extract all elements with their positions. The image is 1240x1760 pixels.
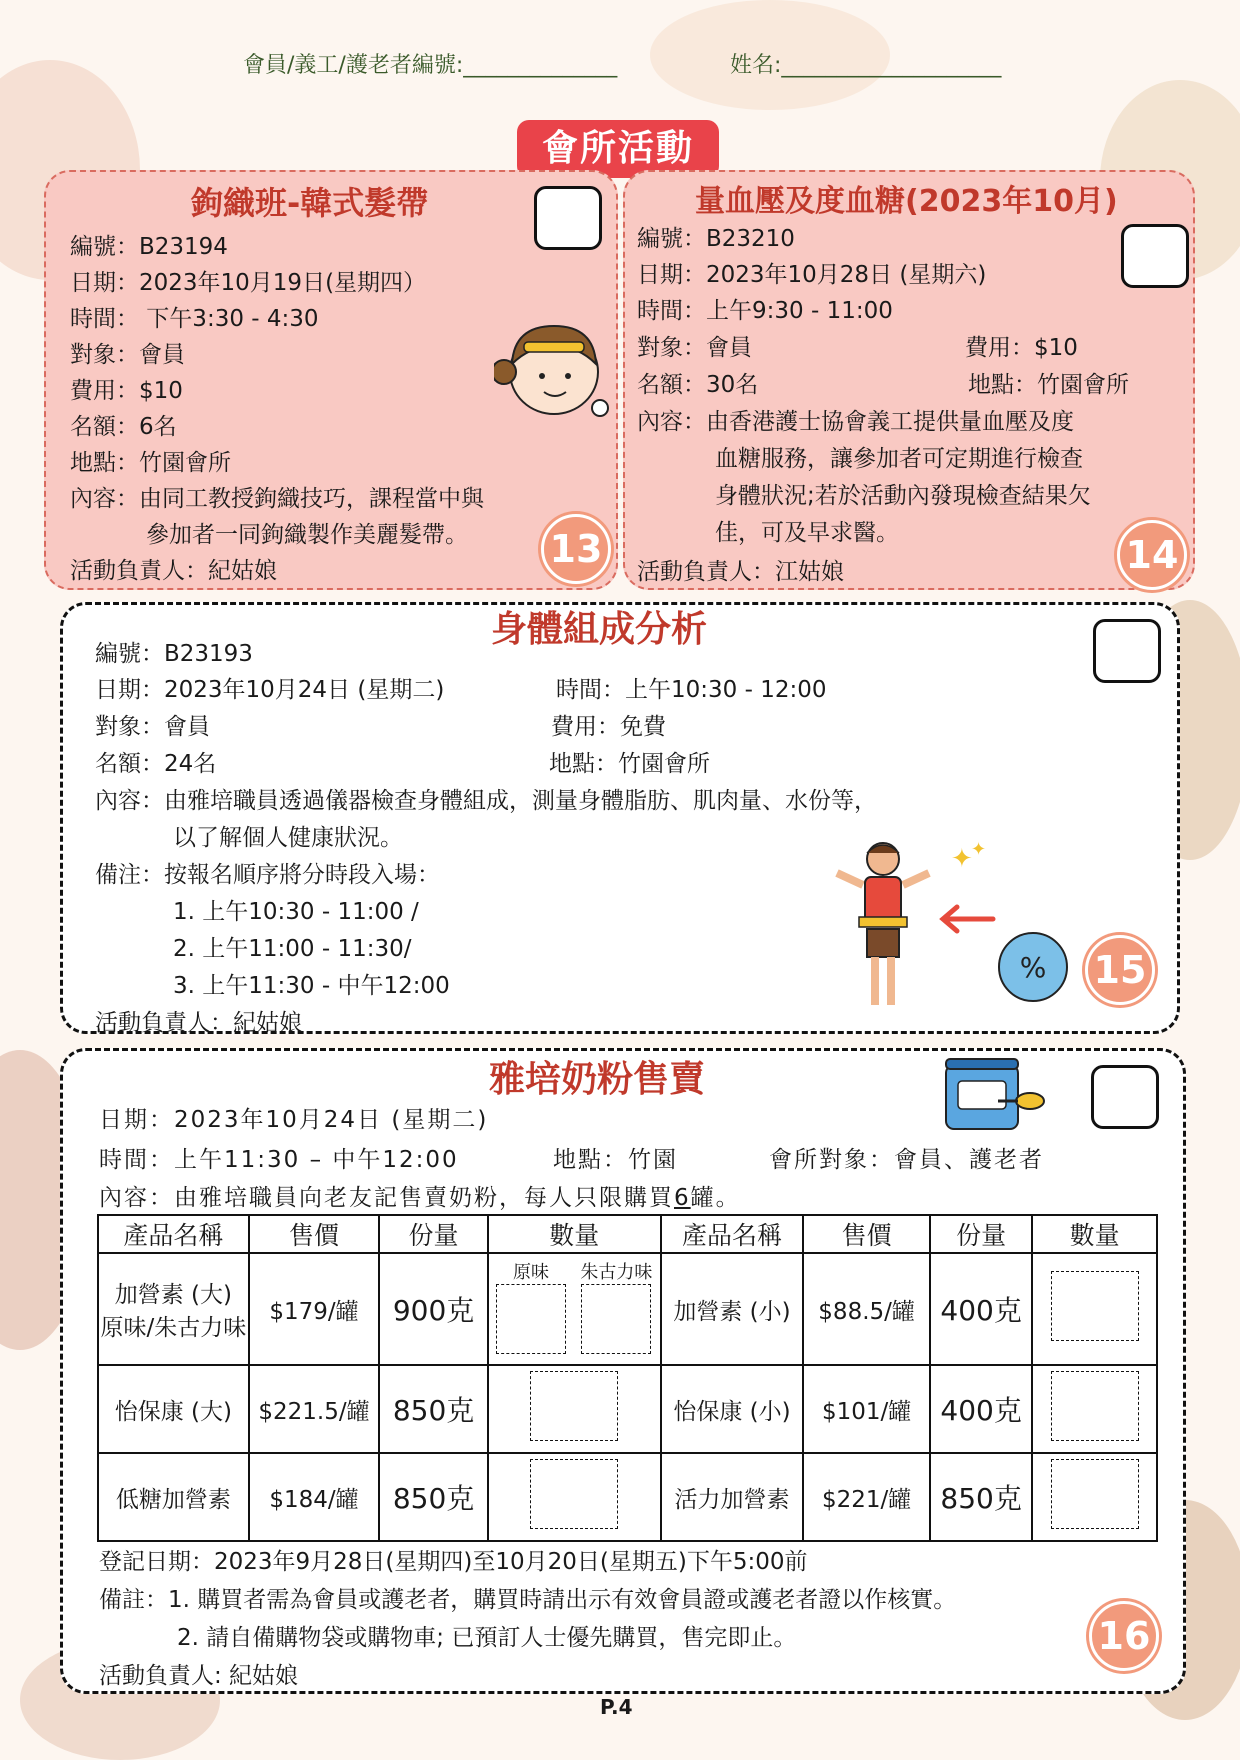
percent-icon: % xyxy=(1019,951,1047,984)
quantity-input-chocolate[interactable] xyxy=(581,1284,651,1354)
venue: 地點：竹園 xyxy=(553,1147,678,1173)
content-cont: 佳，可及早求醫。 xyxy=(715,520,899,546)
quantity-cell xyxy=(488,1253,661,1365)
quota: 名額：30名 xyxy=(637,372,759,398)
product-price: $184/罐 xyxy=(249,1453,380,1541)
person-in-charge: 活動負責人: 紀姑娘 xyxy=(99,1663,299,1689)
product-size: 400克 xyxy=(930,1365,1032,1453)
quota: 名額：6名 xyxy=(70,414,177,440)
activity-number-badge: 13 xyxy=(541,514,611,584)
session-1: 1. 上午10:30 - 11:00 / xyxy=(173,899,419,925)
code: 編號：B23193 xyxy=(95,641,253,667)
column-header: 售價 xyxy=(803,1215,930,1253)
fee: 費用：$10 xyxy=(70,378,183,404)
product-size: 400克 xyxy=(930,1253,1032,1365)
flavor-label: 朱古力味 xyxy=(580,1262,653,1283)
product-name: 怡保康 (大) xyxy=(98,1365,249,1453)
quantity-cell xyxy=(1032,1253,1157,1365)
milk-powder-can-icon xyxy=(938,1057,1058,1137)
venue: 地點：竹園會所 xyxy=(968,372,1129,398)
register-date: 登記日期：2023年9月28日(星期四)至10月20日(星期五)下午5:00前 xyxy=(99,1549,808,1575)
content-cont: 以了解個人健康狀況。 xyxy=(173,825,403,851)
fee: 費用：$10 xyxy=(965,335,1078,361)
person-in-charge: 活動負責人：紀姑娘 xyxy=(70,558,277,584)
note-2: 2. 請自備購物袋或購物車; 已預訂人士優先購買，售完即止。 xyxy=(177,1625,797,1651)
body-measurement-illustration xyxy=(833,837,1073,1017)
column-header: 份量 xyxy=(379,1215,488,1253)
page-number: P.4 xyxy=(600,1695,633,1719)
table-row xyxy=(98,1253,1157,1365)
product-name: 低糖加營素 xyxy=(98,1453,249,1541)
code: 編號：B23194 xyxy=(70,234,228,260)
table-row xyxy=(98,1453,1157,1541)
quantity-input[interactable] xyxy=(1051,1459,1139,1529)
date: 日期：2023年10月28日 (星期六) xyxy=(637,262,987,288)
quantity-cell xyxy=(488,1453,661,1541)
column-header: 數量 xyxy=(488,1215,661,1253)
card-title: 鉤織班-韓式髮帶 xyxy=(191,184,429,222)
activity-number-badge: 15 xyxy=(1085,935,1155,1005)
column-header: 產品名稱 xyxy=(661,1215,804,1253)
member-number-field[interactable]: 會員/義工/護老者編號:______________ xyxy=(243,53,618,78)
remark: 備注：按報名順序將分時段入場： xyxy=(95,862,440,888)
target: 對象：會員 xyxy=(70,342,185,368)
content: 內容：由雅培職員透過儀器檢查身體組成，測量身體脂肪、肌肉量、水份等， xyxy=(95,788,877,814)
session-3: 3. 上午11:30 - 中午12:00 xyxy=(173,973,450,999)
content: 內容：由同工教授鉤織技巧，課程當中與 xyxy=(70,486,484,512)
product-size: 850克 xyxy=(379,1453,488,1541)
section-title: 會所活動 xyxy=(517,120,719,178)
svg-text:✦: ✦ xyxy=(951,844,973,874)
target: 會所對象：會員、護老者 xyxy=(769,1147,1044,1173)
content-cont: 血糖服務，讓參加者可定期進行檢查 xyxy=(715,446,1083,472)
session-2: 2. 上午11:00 - 11:30/ xyxy=(173,936,412,962)
register-checkbox[interactable] xyxy=(534,186,602,250)
product-price: $88.5/罐 xyxy=(803,1253,930,1365)
quota: 名額：24名 xyxy=(95,751,217,777)
column-header: 份量 xyxy=(930,1215,1032,1253)
activity-card-13 xyxy=(44,170,618,590)
product-price: $221.5/罐 xyxy=(249,1365,380,1453)
quantity-input[interactable] xyxy=(1051,1371,1139,1441)
time: 時間： 下午3:30 - 4:30 xyxy=(70,306,319,332)
quantity-input-original[interactable] xyxy=(496,1284,566,1354)
product-size: 900克 xyxy=(379,1253,488,1365)
person-in-charge: 活動負責人：紀姑娘 xyxy=(95,1010,302,1036)
card-title: 雅培奶粉售賣 xyxy=(489,1059,706,1100)
fee: 費用：免費 xyxy=(551,714,666,740)
target: 對象：會員 xyxy=(637,335,752,361)
product-price: $101/罐 xyxy=(803,1365,930,1453)
activity-number-badge: 16 xyxy=(1089,1601,1159,1671)
activity-number-badge: 14 xyxy=(1117,520,1187,590)
svg-text:✦: ✦ xyxy=(971,839,987,860)
product-price: $179/罐 xyxy=(249,1253,380,1365)
column-header: 產品名稱 xyxy=(98,1215,249,1253)
venue: 地點：竹園會所 xyxy=(70,450,231,476)
flavor-label: 原味 xyxy=(513,1262,550,1283)
product-name: 加營素 (小) xyxy=(661,1253,804,1365)
register-checkbox[interactable] xyxy=(1093,619,1161,683)
table-row xyxy=(98,1365,1157,1453)
column-header: 售價 xyxy=(249,1215,380,1253)
content-suffix: 罐。 xyxy=(690,1185,741,1211)
activity-card-15 xyxy=(60,602,1180,1034)
quantity-cell xyxy=(488,1365,661,1453)
target: 對象：會員 xyxy=(95,714,210,740)
date: 日期：2023年10月24日 (星期二) xyxy=(95,677,445,703)
register-checkbox[interactable] xyxy=(1091,1065,1159,1129)
person-in-charge: 活動負責人：江姑娘 xyxy=(637,559,844,585)
product-size: 850克 xyxy=(930,1453,1032,1541)
note-1: 備註：1. 購買者需為會員或護老者，購買時請出示有效會員證或護老者證以作核實。 xyxy=(99,1587,957,1613)
name-field[interactable]: 姓名:____________________ xyxy=(730,53,1002,78)
product-name: 怡保康 (小) xyxy=(661,1365,804,1453)
venue: 地點：竹園會所 xyxy=(549,751,710,777)
content-cont: 參加者一同鉤織製作美麗髮帶。 xyxy=(146,522,468,548)
content xyxy=(99,1179,741,1212)
register-checkbox[interactable] xyxy=(1121,224,1189,288)
quantity-cell xyxy=(1032,1453,1157,1541)
content-limit: 6 xyxy=(674,1185,691,1211)
quantity-input[interactable] xyxy=(530,1459,618,1529)
quantity-input[interactable] xyxy=(1051,1271,1139,1341)
product-size: 850克 xyxy=(379,1365,488,1453)
code: 編號：B23210 xyxy=(637,226,795,252)
card-title: 量血壓及度血糖(2023年10月) xyxy=(695,184,1118,219)
time: 時間：上午11:30 – 中午12:00 xyxy=(99,1147,459,1173)
activity-card-14 xyxy=(623,170,1195,590)
quantity-input[interactable] xyxy=(530,1371,618,1441)
time: 時間：上午9:30 - 11:00 xyxy=(637,298,893,324)
girl-illustration xyxy=(494,312,616,422)
card-title: 身體組成分析 xyxy=(491,609,708,650)
product-name: 加營素 (大) 原味/朱古力味 xyxy=(98,1253,249,1365)
content: 內容：由香港護士協會義工提供量血壓及度 xyxy=(637,409,1074,435)
product-price: $221/罐 xyxy=(803,1453,930,1541)
column-header: 數量 xyxy=(1032,1215,1157,1253)
product-name: 活力加營素 xyxy=(661,1453,804,1541)
table-header-row xyxy=(98,1215,1157,1253)
product-table xyxy=(97,1214,1158,1542)
content-cont: 身體狀況;若於活動內發現檢查結果欠 xyxy=(715,483,1091,509)
content-text: 內容：由雅培職員向老友記售賣奶粉，每人只限購買 xyxy=(99,1185,674,1211)
date: 日期：2023年10月19日(星期四） xyxy=(70,270,427,296)
quantity-cell xyxy=(1032,1365,1157,1453)
time: 時間：上午10:30 - 12:00 xyxy=(556,677,827,703)
date: 日期：2023年10月24日 (星期二) xyxy=(99,1107,489,1133)
